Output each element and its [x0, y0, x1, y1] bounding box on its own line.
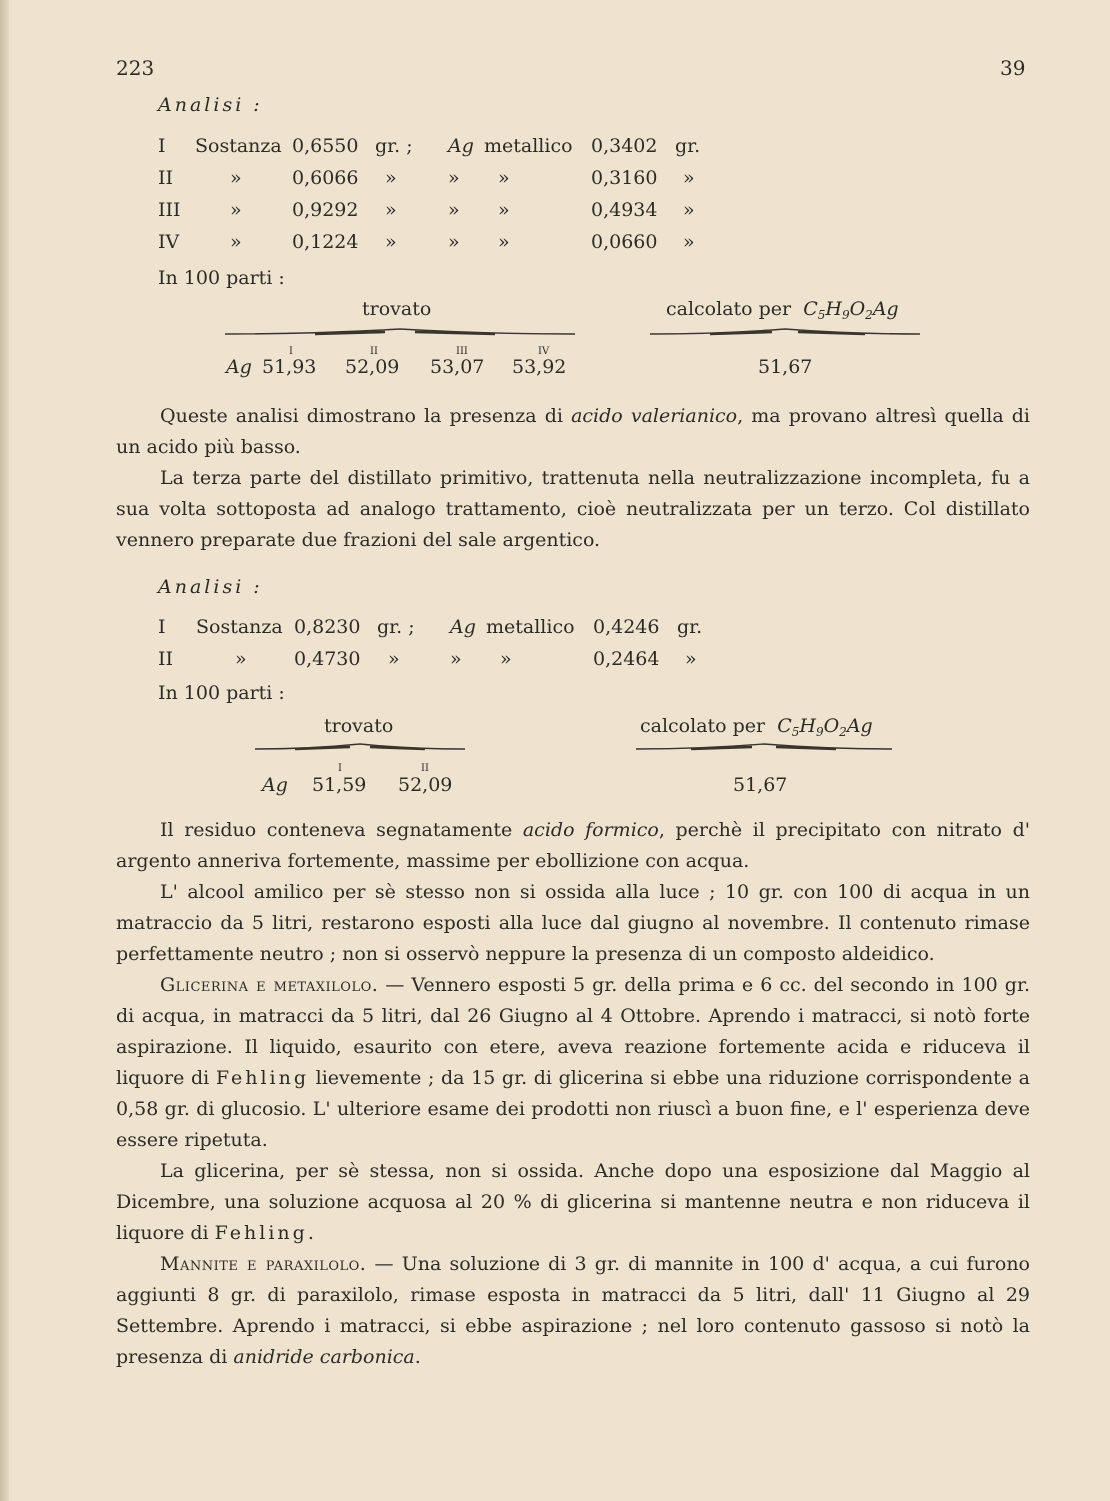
row-label: »: [230, 231, 242, 253]
row-label: »: [230, 167, 242, 189]
row-label: Sostanza: [195, 135, 282, 157]
trovato-label-2: trovato: [324, 715, 394, 737]
row-mass: 0,6066: [292, 167, 359, 189]
paragraph: La terza parte del distillato primitivo, trattenuta nella neutralizzazione incompleta, fu a sua volta sottoposta ad analogo trattamento, cioè neutralizzata per un terzo. Col distillato vennero preparate due frazioni del sale argentico.: [116, 467, 1030, 551]
paragraph: La glicerina, per sè stessa, non si ossida. Anche dopo una esposizione dal Maggio al Dicembre, una soluzione acquosa al 20 % di glicerina si mantenne neutra e non riduceva il liquore di Fehling.: [116, 1160, 1030, 1244]
row-num: II: [158, 167, 174, 189]
italic-term: anidride carbonica: [233, 1346, 415, 1368]
found-value: 53,07: [430, 356, 485, 378]
row-num: I: [158, 616, 166, 638]
row-silver-mass: 0,3160: [591, 167, 658, 189]
ag-label: Ag: [226, 356, 252, 378]
calcolato-label-2: calcolato per $C_5H_9O_2Ag$: [640, 715, 873, 739]
analisi-heading-2: Analisi :: [158, 576, 263, 598]
row-silver-mass: 0,2464: [593, 648, 660, 670]
paragraph: Mannite e paraxilolo. — Una soluzione di 3 gr. di mannite in 100 d' acqua, a cui furono aggiunti 8 gr. di paraxilolo, rimase esposta in matracci da 5 litri, dall' 11 Giugno al 29 Settembre. Aprendo i matracci, si ebbe aspirazione ; nel loro contenuto gassoso si notò la presenza di anidride carbonica.: [116, 1253, 1030, 1368]
row-num: II: [158, 648, 174, 670]
row-num: III: [158, 199, 181, 221]
found-value: 52,09: [398, 774, 453, 796]
row-mass: 0,8230: [294, 616, 361, 638]
row-unit: »: [385, 231, 397, 253]
row-mass: 0,1224: [292, 231, 359, 253]
roman-numeral: III: [456, 346, 468, 357]
row-ag: »: [448, 167, 460, 189]
row-mass: 0,4730: [294, 648, 361, 670]
found-value: 52,09: [345, 356, 400, 378]
row-ag: »: [448, 199, 460, 221]
paragraph: Glicerina e metaxilolo. — Vennero esposti 5 gr. della prima e 6 cc. del secondo in 100 gr. di acqua, in matracci da 5 litri, dal 26 Giugno al 4 Ottobre. Aprendo i matracci, si notò forte aspirazione. Il liquido, esaurito con etere, aveva reazione fortemente acida e riduceva il liquore di Fehling lievemente ; da 15 gr. di glicerina si ebbe una riduzione corrispondente a 0,58 gr. di glucosio. L' ulteriore esame dei prodotti non riuscì a buon fine, e l' esperienza deve essere ripetuta.: [116, 974, 1031, 1151]
row-unit: »: [388, 648, 400, 670]
para-a1-pre: Queste analisi dimostrano la presenza di: [160, 405, 572, 427]
calculated-value: 51,67: [758, 356, 813, 378]
row-ag: Ag: [448, 135, 474, 157]
para-a1-post: , ma provano altresì quella di un acido più basso.: [116, 405, 1031, 458]
text-block-b: [116, 815, 1030, 1373]
roman-numeral: I: [338, 763, 342, 774]
paragraph: L' alcool amilico per sè stesso non si ossida alla luce ; 10 gr. con 100 di acqua in un matraccio da 5 litri, restarono esposti alla luce dal giugno al novembre. Il contenuto rimase perfettamente neutro ; non si osservò neppure la presenza di un composto aldeidico.: [116, 881, 1030, 965]
row-mass: 0,9292: [292, 199, 359, 221]
person-name: Fehling: [215, 1067, 309, 1089]
brace-calcolato-2: [636, 741, 892, 751]
row-metallico: »: [498, 231, 510, 253]
para-a1-italic: acido valerianico: [571, 405, 738, 427]
found-value: 51,59: [312, 774, 367, 796]
row-unit-2: »: [683, 199, 695, 221]
person-name: Fehling: [214, 1222, 308, 1244]
row-num: I: [158, 135, 166, 157]
calcolato-label-1: calcolato per $C_5H_9O_2Ag$: [666, 298, 899, 322]
row-silver-mass: 0,4934: [591, 199, 658, 221]
row-ag: »: [448, 231, 460, 253]
section-head: Glicerina e metaxilolo.: [160, 974, 379, 996]
row-unit: »: [385, 199, 397, 221]
roman-numeral: II: [370, 346, 378, 357]
calculated-value: 51,67: [733, 774, 788, 796]
text-block-a: [116, 401, 1030, 556]
row-label: Sostanza: [196, 616, 283, 638]
row-ag: Ag: [450, 616, 476, 638]
row-num: IV: [158, 231, 180, 253]
row-label: »: [235, 648, 247, 670]
row-metallico: »: [498, 167, 510, 189]
paragraph: Il residuo conteneva segnatamente acido formico, perchè il precipitato con nitrato d' argento anneriva fortemente, massime per ebollizione con acqua.: [116, 819, 1030, 872]
row-silver-mass: 0,0660: [591, 231, 658, 253]
brace-trovato-1: [225, 326, 575, 336]
italic-term: acido formico: [522, 819, 659, 841]
page-number-right: 39: [1000, 56, 1026, 80]
formula: $C_5H_9O_2Ag$: [777, 715, 873, 739]
row-unit-2: »: [683, 167, 695, 189]
row-unit-2: gr.: [675, 135, 701, 157]
row-unit-2: »: [685, 648, 697, 670]
paragraph: [116, 401, 1030, 463]
row-metallico: »: [500, 648, 512, 670]
row-mass: 0,6550: [292, 135, 359, 157]
found-value: 51,93: [262, 356, 317, 378]
section-head: Mannite e paraxilolo.: [160, 1253, 367, 1275]
row-unit-2: gr.: [677, 616, 703, 638]
row-label: »: [230, 199, 242, 221]
brace-calcolato-1: [650, 326, 920, 336]
page-edge: [0, 0, 9, 1501]
found-value: 53,92: [512, 356, 567, 378]
page-number-left: 223: [116, 56, 155, 80]
row-metallico: metallico: [486, 616, 575, 638]
parti-label-2: In 100 parti :: [158, 682, 285, 704]
formula: $C_5H_9O_2Ag$: [803, 298, 899, 322]
ag-label: Ag: [262, 774, 288, 796]
roman-numeral: II: [421, 763, 429, 774]
row-unit-2: »: [683, 231, 695, 253]
brace-trovato-2: [255, 741, 465, 751]
roman-numeral: IV: [538, 346, 550, 357]
row-metallico: metallico: [484, 135, 573, 157]
row-unit: gr. ;: [377, 616, 415, 638]
trovato-label-1: trovato: [362, 298, 432, 320]
roman-numeral: I: [289, 346, 293, 357]
parti-label-1: In 100 parti :: [158, 267, 285, 289]
row-unit: »: [385, 167, 397, 189]
row-metallico: »: [498, 199, 510, 221]
row-ag: »: [450, 648, 462, 670]
row-silver-mass: 0,3402: [591, 135, 658, 157]
analisi-heading-1: Analisi :: [158, 94, 263, 116]
row-silver-mass: 0,4246: [593, 616, 660, 638]
row-unit: gr. ;: [375, 135, 413, 157]
